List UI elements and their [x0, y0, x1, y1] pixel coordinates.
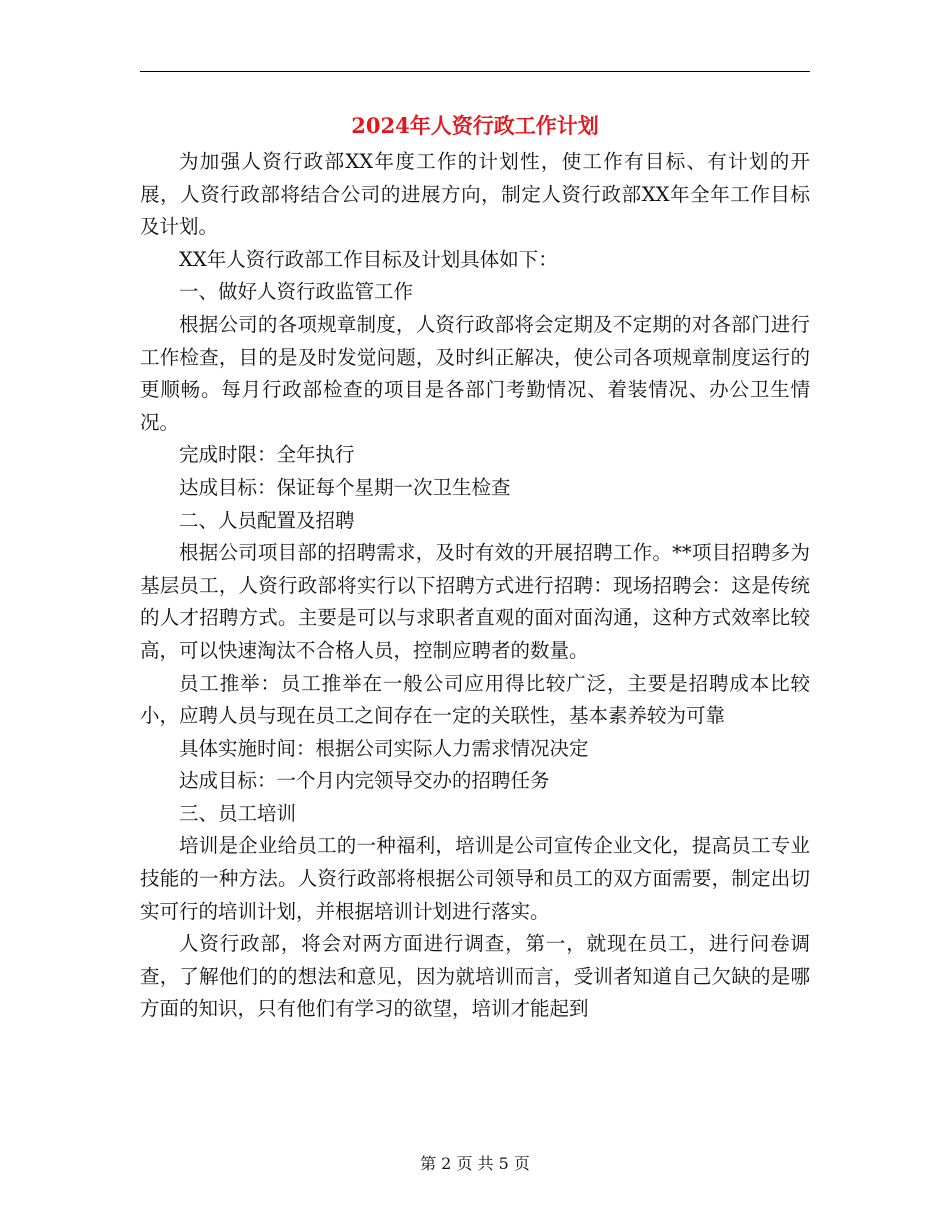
document-title: 2024年人资行政工作计划: [351, 113, 599, 138]
page-number-label: 第 2 页 共 5 页: [420, 1154, 530, 1173]
paragraph-plan-lead: XX年人资行政部工作目标及计划具体如下：: [179, 247, 558, 271]
page-footer: [0, 1152, 950, 1176]
paragraph-schedule-2: 具体实施时间：根据公司实际人力需求情况决定: [179, 736, 589, 760]
paragraph-intro: 为加强人资行政部XX年度工作的计划性，使工作有目标、有计划的开展，人资行政部将结合公司的进展方向，制定人资行政部XX年全年工作目标及计划。: [140, 150, 810, 239]
header-rule: [140, 71, 810, 72]
paragraph-recruitment: 根据公司项目部的招聘需求，及时有效的开展招聘工作。**项目招聘多为基层员工，人资行政部将实行以下招聘方式进行招聘：现场招聘会：这是传统的人才招聘方式。主要是可以与求职者直观的面对面沟通，这种方式效率比较高，可以快速淘汰不合格人员，控制应聘者的数量。: [140, 541, 810, 662]
section-heading-3: 三、员工培训: [179, 801, 297, 825]
paragraph-supervision: 根据公司的各项规章制度，人资行政部将会定期及不定期的对各部门进行工作检查，目的是及时发觉问题，及时纠正解决，使公司各项规章制度运行的更顺畅。每月行政部检查的项目是各部门考勤情况、着装情况、办公卫生情况。: [140, 312, 810, 434]
paragraph-training: 培训是企业给员工的一种福利，培训是公司宣传企业文化，提高员工专业技能的一种方法。人资行政部将根据公司领导和员工的双方面需要，制定出切实可行的培训计划，并根据培训计划进行落实。: [140, 834, 810, 923]
paragraph-survey: 人资行政部，将会对两方面进行调查，第一，就现在员工，进行问卷调查，了解他们的的想法和意见，因为就培训而言，受训者知道自己欠缺的是哪方面的知识，只有他们有学习的欲望，培训才能起到: [140, 932, 810, 1021]
paragraph-goal-1: 达成目标：保证每个星期一次卫生检查: [179, 475, 511, 499]
paragraph-goal-2: 达成目标：一个月内完领导交办的招聘任务: [179, 769, 550, 793]
document-body: [140, 146, 810, 1026]
paragraph-referral: 员工推举：员工推举在一般公司应用得比较广泛，主要是招聘成本比较小，应聘人员与现在员工之间存在一定的关联性，基本素养较为可靠: [140, 671, 810, 728]
section-heading-1: 一、做好人资行政监管工作: [179, 280, 414, 304]
paragraph-deadline-1: 完成时限：全年执行: [179, 443, 355, 467]
section-heading-2: 二、人员配置及招聘: [179, 508, 355, 532]
